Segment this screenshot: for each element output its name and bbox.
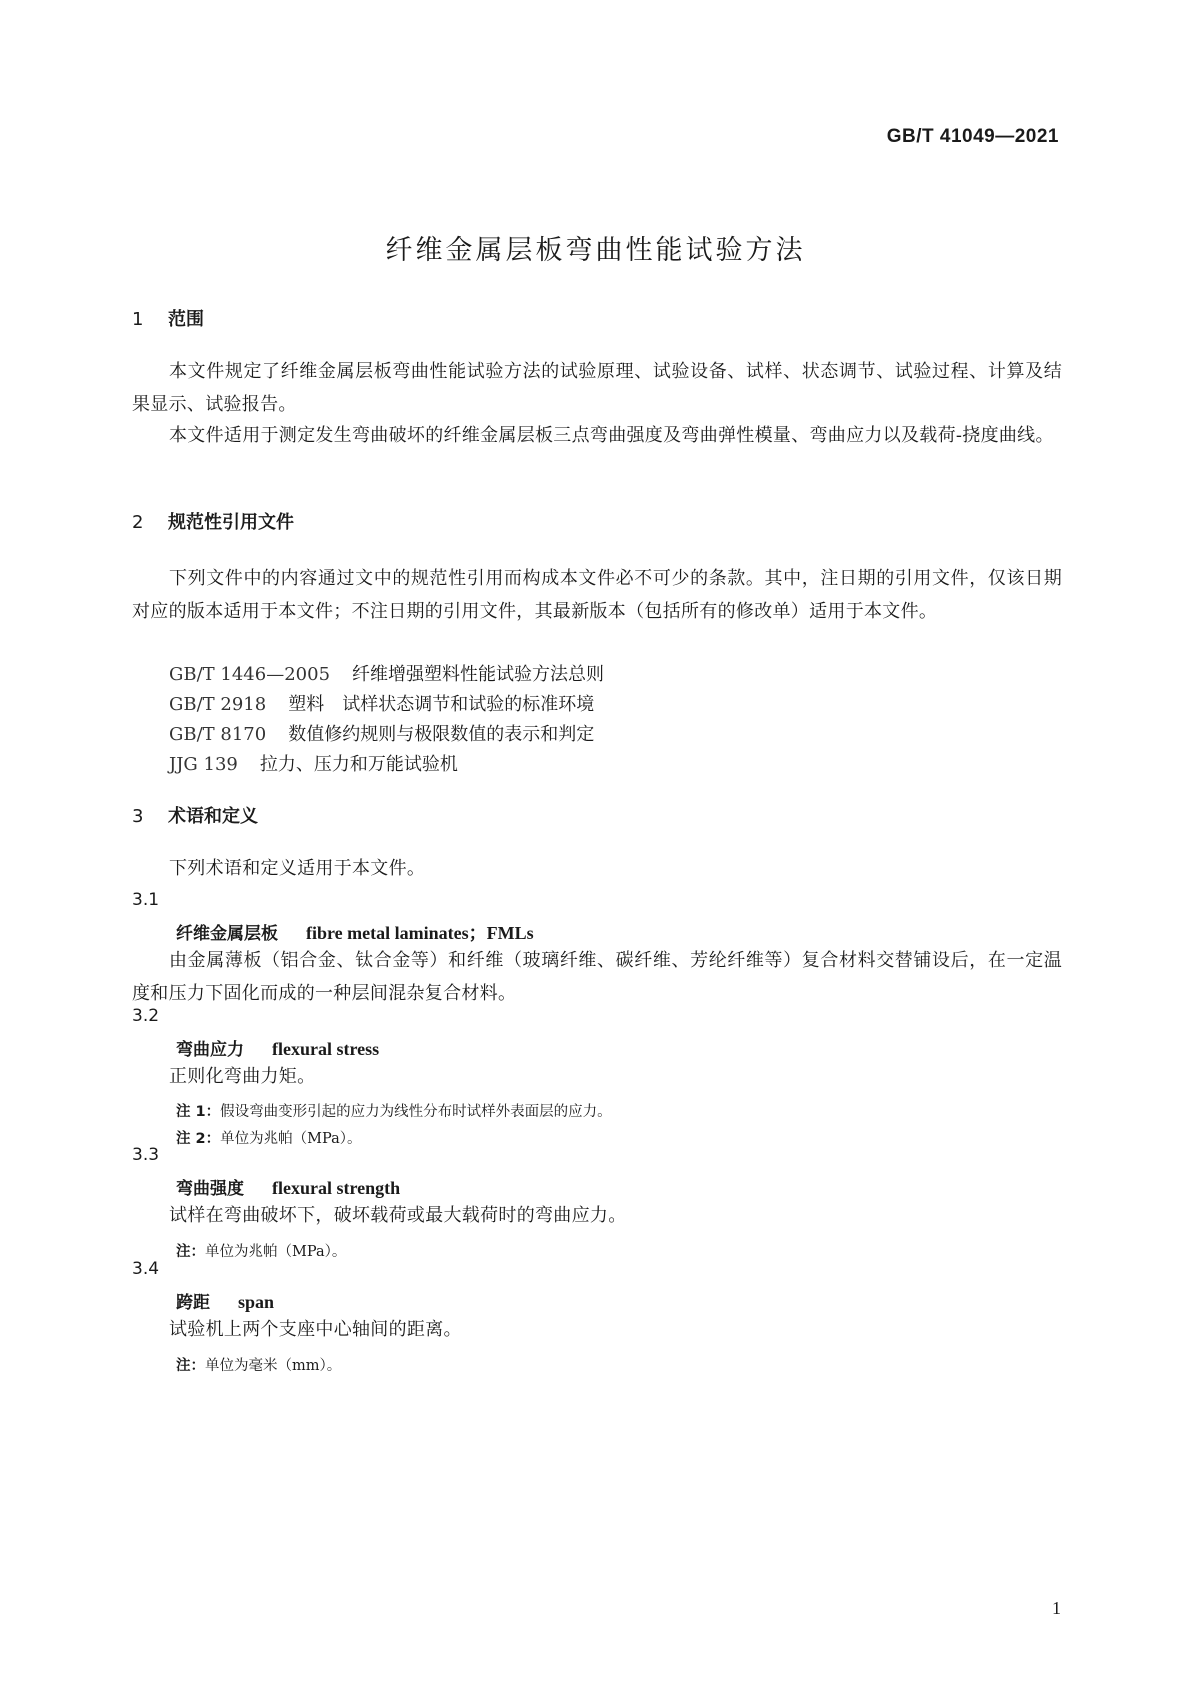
section-heading-normative-references	[132, 508, 294, 534]
term-definition: 正则化弯曲力矩。	[169, 1066, 316, 1087]
term-note	[176, 1240, 346, 1261]
scope-paragraph-2: 本文件适用于测定发生弯曲破坏的纤维金属层板三点弯曲强度及弯曲弹性模量、弯曲应力以及载荷-挠度曲线。	[169, 425, 1054, 446]
reference-code: GB/T 2918	[169, 694, 267, 715]
note-text: 单位为兆帕（MPa）。	[205, 1244, 347, 1260]
term-zh: 弯曲强度	[176, 1179, 244, 1199]
terms-intro-paragraph: 下列术语和定义适用于本文件。	[169, 858, 426, 879]
term-name	[176, 1035, 379, 1060]
term-en: flexural stress	[272, 1039, 380, 1059]
term-zh: 跨距	[176, 1293, 210, 1313]
term-note	[176, 1354, 341, 1375]
section-title: 规范性引用文件	[168, 512, 294, 533]
reference-title: 数值修约规则与极限数值的表示和判定	[288, 724, 595, 745]
term-zh: 弯曲应力	[176, 1040, 244, 1060]
term-note	[176, 1127, 362, 1148]
term-number: 3.1	[132, 890, 160, 910]
term-number: 3.2	[132, 1006, 160, 1026]
section-heading-terms-definitions	[132, 802, 258, 828]
reference-item	[169, 660, 604, 686]
reference-item	[169, 750, 458, 776]
reference-code: GB/T 8170	[169, 724, 267, 745]
note-label: 注：	[176, 1358, 205, 1374]
term-en: fibre metal laminates；FMLs	[306, 923, 534, 943]
term-definition: 由金属薄板（铝合金、钛合金等）和纤维（玻璃纤维、碳纤维、芳纶纤维等）复合材料交替铺设后，在一定温度和压力下固化而成的一种层间混杂复合材料。	[132, 950, 1062, 1004]
reference-title: 纤维增强塑料性能试验方法总则	[352, 664, 605, 685]
section-heading-scope	[132, 305, 204, 331]
note-label: 注 1：	[176, 1104, 221, 1120]
note-label: 注 2：	[176, 1131, 221, 1147]
note-text: 单位为兆帕（MPa）。	[220, 1131, 362, 1147]
section-title: 术语和定义	[168, 806, 258, 827]
reference-code: JJG 139	[169, 754, 238, 775]
page-number: 1	[1052, 1598, 1061, 1618]
reference-title: 塑料 试样状态调节和试验的标准环境	[288, 694, 595, 715]
note-text: 假设弯曲变形引起的应力为线性分布时试样外表面层的应力。	[220, 1104, 612, 1120]
term-name	[176, 919, 534, 945]
section-title: 范围	[168, 309, 204, 330]
scope-paragraph-1: 本文件规定了纤维金属层板弯曲性能试验方法的试验原理、试验设备、试样、状态调节、试验过程、计算及结果显示、试验报告。	[132, 361, 1062, 415]
term-definition: 试样在弯曲破坏下，破坏载荷或最大载荷时的弯曲应力。	[169, 1205, 627, 1226]
term-name	[176, 1288, 274, 1313]
section-number: 1	[132, 309, 144, 330]
term-number: 3.3	[132, 1145, 160, 1165]
reference-title: 拉力、压力和万能试验机	[259, 754, 458, 775]
term-zh: 纤维金属层板	[176, 924, 278, 944]
term-en: flexural strength	[272, 1178, 401, 1198]
note-text: 单位为毫米（mm）。	[205, 1358, 342, 1374]
document-title: 纤维金属层板弯曲性能试验方法	[385, 235, 806, 266]
term-name	[176, 1174, 400, 1199]
reference-code: GB/T 1446—2005	[169, 664, 331, 685]
references-intro-paragraph: 下列文件中的内容通过文中的规范性引用而构成本文件必不可少的条款。其中，注日期的引用文件，仅该日期对应的版本适用于本文件；不注日期的引用文件，其最新版本（包括所有的修改单）适用于本文件。	[132, 568, 1062, 622]
term-note	[176, 1100, 612, 1121]
reference-item	[169, 690, 594, 716]
standard-number: GB/T 41049—2021	[886, 126, 1059, 147]
term-definition: 试验机上两个支座中心轴间的距离。	[169, 1319, 462, 1340]
section-number: 3	[132, 806, 144, 827]
note-label: 注：	[176, 1244, 205, 1260]
reference-item	[169, 720, 594, 746]
section-number: 2	[132, 512, 144, 533]
term-en: span	[238, 1292, 275, 1312]
term-number: 3.4	[132, 1259, 160, 1279]
